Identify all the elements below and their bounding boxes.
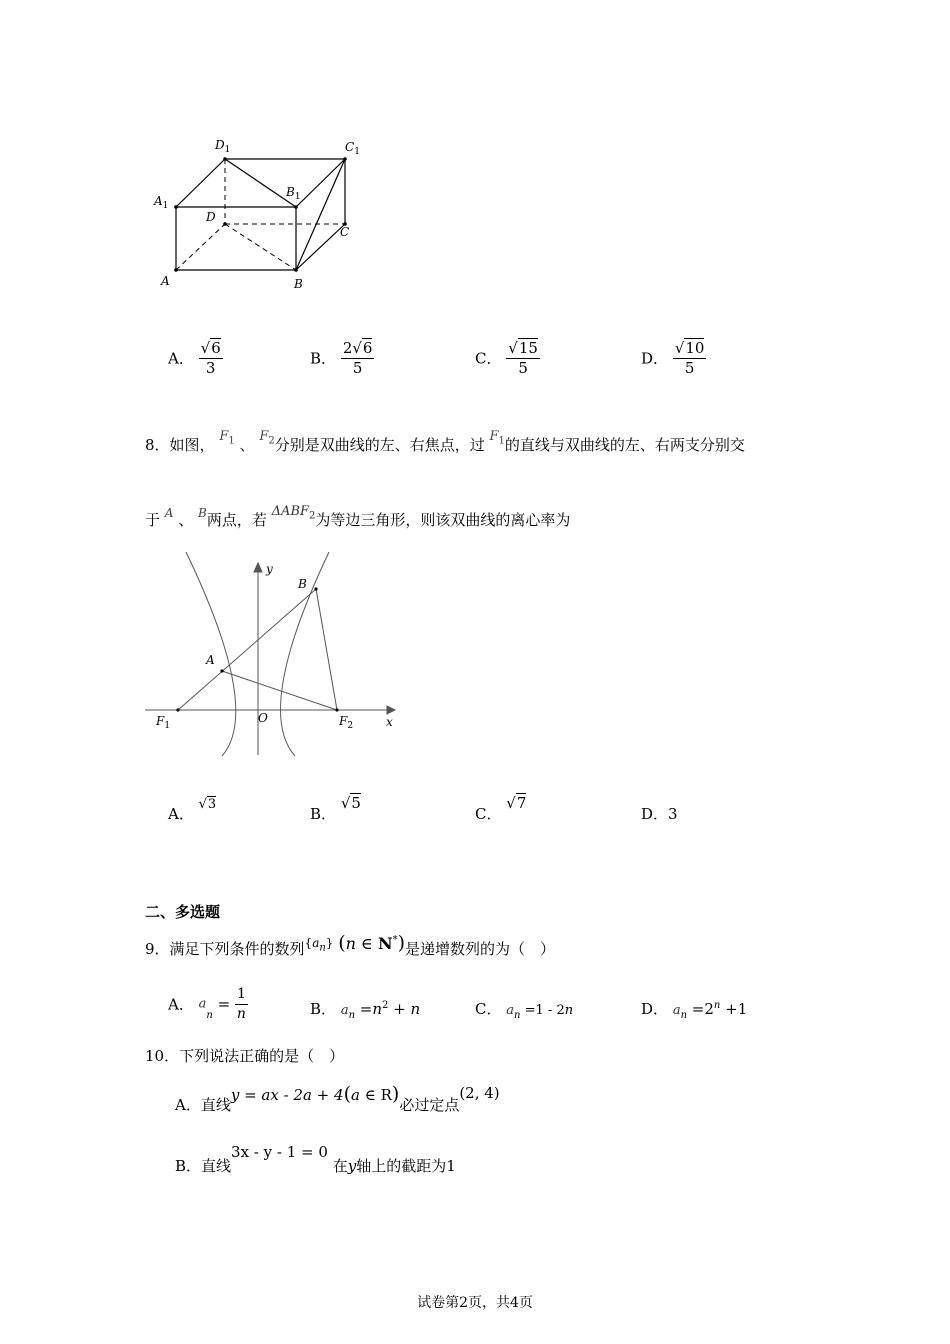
prism-figure: [150, 132, 370, 297]
q8-option-c[interactable]: C． √7: [475, 794, 527, 823]
option-letter: D．: [641, 349, 669, 368]
q7-option-d[interactable]: [641, 339, 706, 377]
label-a: A: [206, 653, 215, 667]
label-a1: $A_1$: [154, 194, 169, 211]
q9-stem: 9．满足下列条件的数列$^{\{a_n\}}$ (n ∈ N*)是递增数列的为（ ）: [145, 932, 556, 958]
fraction: $\frac{√10}{5}$: [674, 339, 705, 377]
sequence-symbol: {an}: [304, 936, 334, 954]
label-f2: $F_2$: [339, 714, 354, 731]
label-d: D: [206, 210, 216, 224]
point-b: B: [198, 506, 207, 520]
label-f1: $F_1$: [156, 714, 171, 731]
fixed-point: (2, 4): [459, 1084, 500, 1102]
q9-option-d[interactable]: D． $a_n =2^n +1$: [641, 1000, 748, 1021]
axis-label-x: x: [386, 715, 393, 729]
label-c1: $C_1$: [345, 140, 360, 157]
q7-option-b[interactable]: [310, 339, 374, 377]
option-letter: B．: [310, 349, 337, 368]
line-equation: y = ax - 2a + 4: [230, 1086, 344, 1104]
condition: (n ∈ N*): [338, 932, 406, 954]
label-b1: $B_1$: [286, 185, 301, 202]
f1-symbol: $F_1$: [489, 429, 505, 447]
q9-option-b[interactable]: B． $a_n =n^2 + n$: [310, 1000, 421, 1021]
q8-line1: 8．如图， $F_1$ 、 $F_2$分别是双曲线的左、右焦点，过 $F_1$的直线与双曲线的左、右两支分别交: [145, 429, 745, 454]
q9-option-c[interactable]: C． $a_n =1 - 2n$: [475, 1000, 574, 1021]
q10-stem: 10．下列说法正确的是（ ）: [145, 1047, 345, 1065]
option-letter: A．: [168, 349, 194, 368]
f2-symbol: $F_2$: [259, 429, 275, 447]
q8-line2: 于 $^A$ 、 $^B$两点，若 $\Delta ABF_2$为等边三角形，则该双曲线的离心率为: [145, 504, 571, 529]
line-equation: 3x - y - 1 = 0: [231, 1143, 328, 1161]
label-a: A: [161, 274, 170, 288]
f1-symbol: $F_1$: [219, 429, 235, 447]
q10-option-b[interactable]: B．直线3x - y - 1 = 0 在y轴上的截距为1: [175, 1143, 456, 1175]
hyperbola-figure: [140, 548, 405, 758]
label-c: C: [340, 225, 350, 239]
label-b: B: [298, 577, 307, 591]
fraction: $\frac{√6}{3}$: [200, 339, 221, 377]
option-letter: C．: [475, 349, 502, 368]
q7-option-c[interactable]: [475, 339, 540, 377]
q9-option-a[interactable]: A． $a_n$ = $\frac{1}{n}$: [168, 986, 246, 1022]
axis-label-y: y: [266, 562, 273, 576]
point-a: A: [164, 506, 174, 520]
page-footer: 试卷第2页，共4页: [417, 1295, 533, 1311]
label-d1: $D_1$: [215, 138, 231, 155]
label-b: B: [294, 277, 303, 291]
q10-option-a[interactable]: A．直线y = ax - 2a + 4(a ∈ R)必过定点(2, 4): [175, 1083, 500, 1114]
q8-option-a[interactable]: A． √3: [168, 797, 217, 823]
origin-label: O: [258, 711, 268, 725]
fraction: $\frac{2√6}{5}$: [342, 339, 373, 377]
triangle-abf2: $\Delta ABF_2$: [271, 504, 316, 522]
q8-option-b[interactable]: B． √5: [310, 794, 361, 823]
fraction: $\frac{√15}{5}$: [508, 339, 538, 377]
q7-option-a[interactable]: [168, 339, 223, 377]
section-title: 二、多选题: [145, 903, 221, 921]
q8-option-d[interactable]: D．3: [641, 805, 678, 823]
